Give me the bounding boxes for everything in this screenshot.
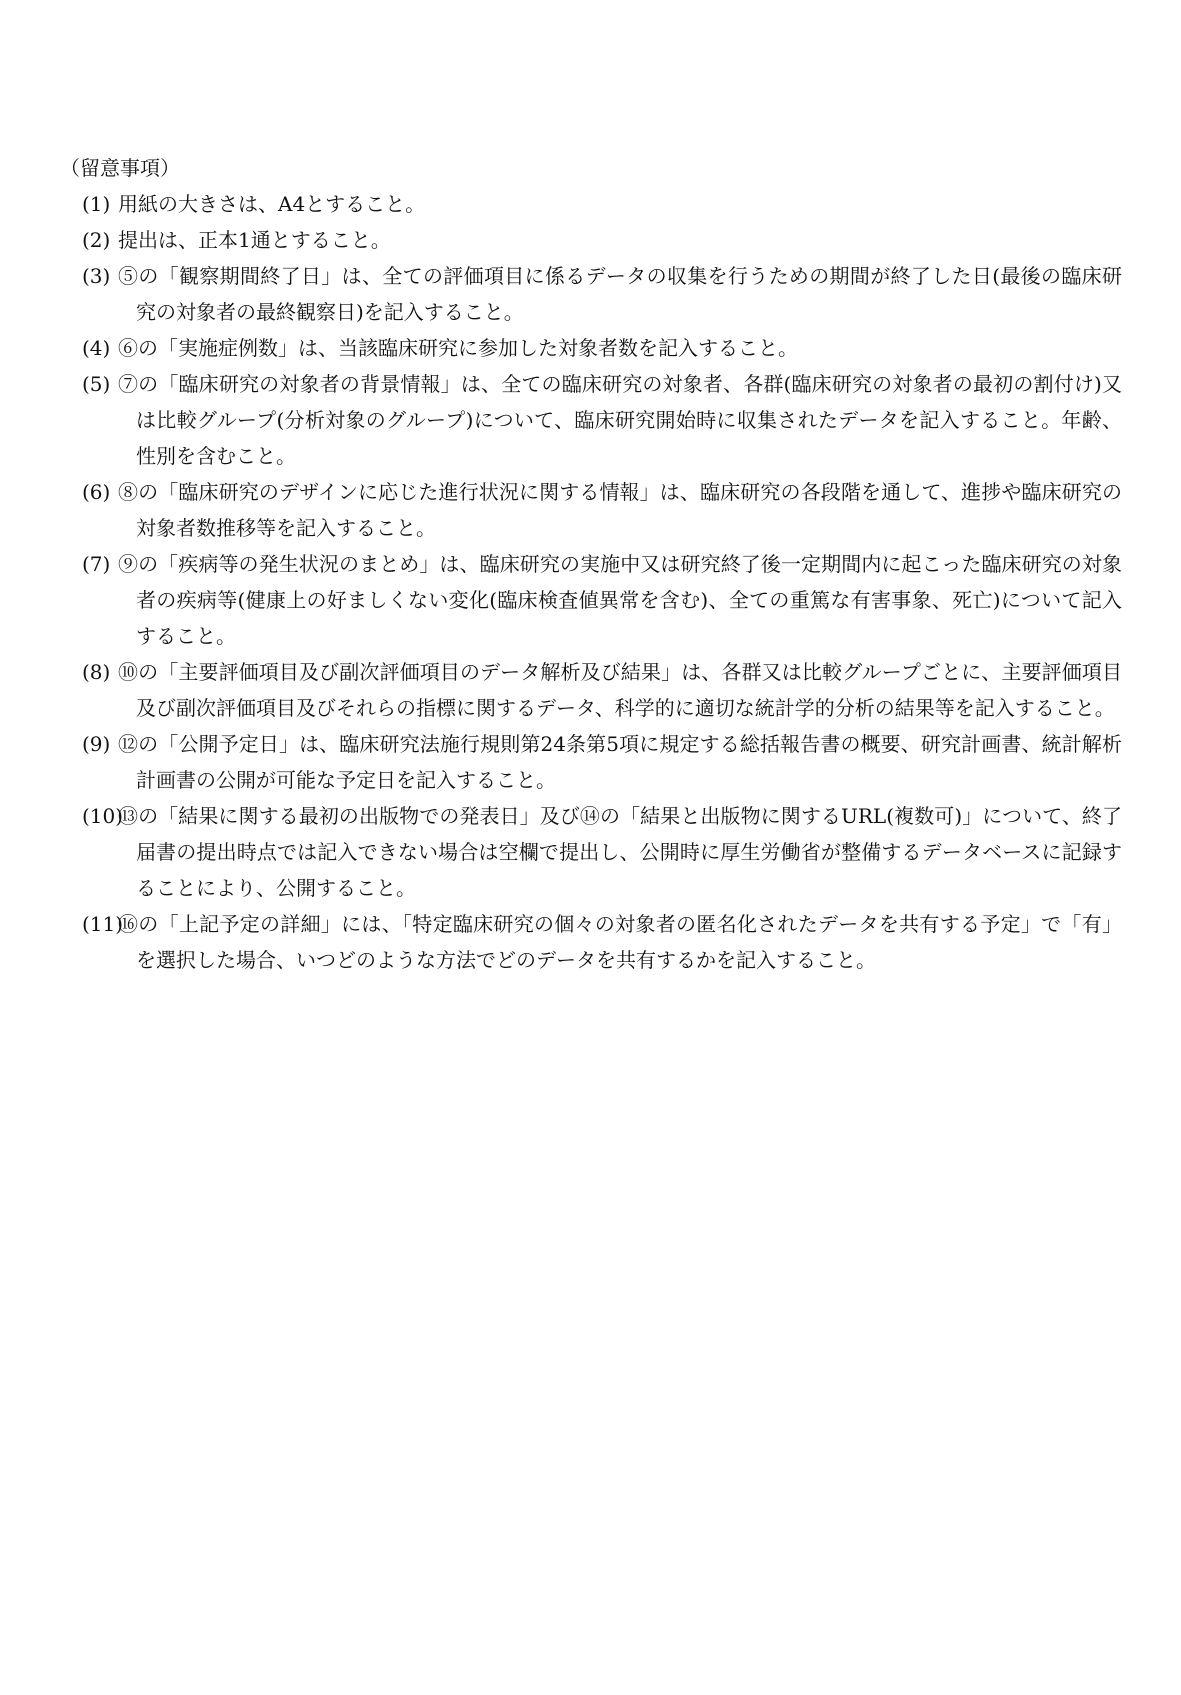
notes-heading: （留意事項） [60,156,180,180]
note-item-1 [60,186,1122,222]
note-number: (2) [82,228,111,252]
note-item-2 [60,222,1122,258]
note-number: (6) [82,480,111,504]
note-text: ⑩の「主要評価項目及び副次評価項目のデータ解析及び結果」は、各群又は比較グループごとに、主要評価項目及び副次評価項目及びそれらの指標に関するデータ、科学的に適切な統計学的分析の結果等を記入すること。 [118,660,1122,720]
note-item-9 [60,726,1122,798]
note-list [60,186,1122,978]
note-item-4 [60,330,1122,366]
note-number: (8) [82,660,111,684]
note-text: ⑬の「結果に関する最初の出版物での発表日」及び⑭の「結果と出版物に関するURL(複数可)」について、終了届書の提出時点では記入できない場合は空欄で提出し、公開時に厚生労働省が整備するデータベースに記録することにより、公開すること。 [118,804,1123,900]
notes-section [60,150,1122,978]
note-number: (3) [82,264,111,288]
note-item-10 [60,798,1122,906]
note-item-8 [60,654,1122,726]
note-number: (10) [82,804,124,828]
note-text: ⑫の「公開予定日」は、臨床研究法施行規則第24条第5項に規定する総括報告書の概要、研究計画書、統計解析計画書の公開が可能な予定日を記入すること。 [118,732,1122,792]
note-item-3 [60,258,1122,330]
note-item-11 [60,906,1122,978]
note-number: (4) [82,336,111,360]
note-text: ⑧の「臨床研究のデザインに応じた進行状況に関する情報」は、臨床研究の各段階を通して、進捗や臨床研究の対象者数推移等を記入すること。 [118,480,1122,540]
note-text: ⑦の「臨床研究の対象者の背景情報」は、全ての臨床研究の対象者、各群(臨床研究の対象者の最初の割付け)又は比較グループ(分析対象のグループ)について、臨床研究開始時に収集されたデータを記入すること。年齢、性別を含むこと。 [118,372,1122,468]
note-number: (9) [82,732,111,756]
note-number: (1) [82,192,111,216]
note-item-5 [60,366,1122,474]
note-text: 用紙の大きさは、A4とすること。 [118,192,426,216]
note-number: (5) [82,372,111,396]
note-text: ⑯の「上記予定の詳細」には、「特定臨床研究の個々の対象者の匿名化されたデータを共有する予定」で「有」を選択した場合、いつどのような方法でどのデータを共有するかを記入すること。 [118,912,1122,972]
note-item-6 [60,474,1122,546]
note-text: ⑤の「観察期間終了日」は、全ての評価項目に係るデータの収集を行うための期間が終了した日(最後の臨床研究の対象者の最終観察日)を記入すること。 [118,264,1122,324]
note-text: 提出は、正本1通とすること。 [118,228,391,252]
note-text: ⑨の「疾病等の発生状況のまとめ」は、臨床研究の実施中又は研究終了後一定期間内に起こった臨床研究の対象者の疾病等(健康上の好ましくない変化(臨床検査値異常を含む)、全ての重篤な有害事象、死亡)について記入すること。 [118,552,1122,648]
note-number: (11) [82,912,124,936]
note-text: ⑥の「実施症例数」は、当該臨床研究に参加した対象者数を記入すること。 [118,336,798,360]
note-item-7 [60,546,1122,654]
note-number: (7) [82,552,111,576]
